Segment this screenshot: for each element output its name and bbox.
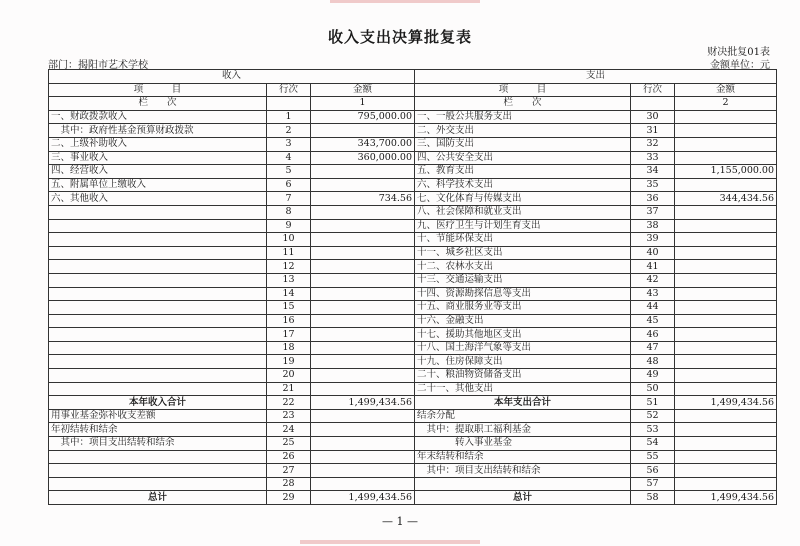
ledger-row (49, 423, 777, 437)
page-title: 收入支出决算批复表 (327, 28, 472, 46)
expense-line-number: 37 (631, 205, 675, 219)
expense-amount (675, 423, 777, 437)
income-line-number: 22 (267, 396, 311, 410)
expense-item-label: 十五、商业服务业等支出 (415, 301, 631, 315)
expense-item-label: 十、节能环保支出 (415, 233, 631, 247)
expense-line-number: 35 (631, 178, 675, 192)
expense-line-number: 33 (631, 151, 675, 165)
expense-item-label (415, 477, 631, 491)
income-item-label: 二、上级补助收入 (49, 137, 267, 151)
expense-line-number: 55 (631, 450, 675, 464)
income-line-number: 24 (267, 423, 311, 437)
expense-line-number: 52 (631, 409, 675, 423)
income-item-label: 三、事业收入 (49, 151, 267, 165)
income-line-number: 18 (267, 341, 311, 355)
income-amount: 343,700.00 (311, 137, 415, 151)
income-line-number: 9 (267, 219, 311, 233)
expense-item-label: 十六、金融支出 (415, 314, 631, 328)
income-item-label: 本年收入合计 (49, 396, 267, 410)
section-header-row (49, 70, 777, 84)
expense-item-label: 十三、交通运输支出 (415, 273, 631, 287)
income-amount (311, 219, 415, 233)
expense-item-label: 十二、农林水支出 (415, 260, 631, 274)
expense-line-number: 53 (631, 423, 675, 437)
ledger-row (49, 491, 777, 505)
income-amount-header: 金额 (311, 83, 415, 97)
scan-mark-top (330, 0, 480, 3)
income-item-label (49, 450, 267, 464)
expense-item-label: 三、国防支出 (415, 137, 631, 151)
income-line-number: 7 (267, 192, 311, 206)
income-line-number: 27 (267, 464, 311, 478)
expense-item-label: 转入事业基金 (415, 437, 631, 451)
expense-amount (675, 382, 777, 396)
expense-item-label: 十七、援助其他地区支出 (415, 328, 631, 342)
expense-item-label: 五、教育支出 (415, 165, 631, 179)
ledger-row (49, 151, 777, 165)
expense-line-header: 行次 (631, 83, 675, 97)
income-item-label: 四、经营收入 (49, 165, 267, 179)
income-item-label: 其中：项目支出结转和结余 (49, 437, 267, 451)
income-amount (311, 233, 415, 247)
income-line-number: 25 (267, 437, 311, 451)
expense-amount (675, 137, 777, 151)
expense-amount (675, 437, 777, 451)
ledger-row (49, 477, 777, 491)
ledger-row (49, 273, 777, 287)
ledger-row (49, 382, 777, 396)
expense-line-number: 57 (631, 477, 675, 491)
ledger-row (49, 192, 777, 206)
expense-line-number: 32 (631, 137, 675, 151)
expense-item-label: 九、医疗卫生与计划生育支出 (415, 219, 631, 233)
expense-line-number: 34 (631, 165, 675, 179)
expense-item-label: 七、文化体育与传媒支出 (415, 192, 631, 206)
income-item-label (49, 464, 267, 478)
expense-line-number: 48 (631, 355, 675, 369)
expense-item-label: 六、科学技术支出 (415, 178, 631, 192)
expense-amount (675, 301, 777, 315)
income-section-header: 收入 (49, 70, 415, 84)
expense-amount (675, 178, 777, 192)
expense-line-number: 40 (631, 246, 675, 260)
income-amount: 1,499,434.56 (311, 491, 415, 505)
expense-amount (675, 233, 777, 247)
ledger-row (49, 260, 777, 274)
income-amount (311, 423, 415, 437)
income-amount (311, 450, 415, 464)
ledger-row (49, 246, 777, 260)
ledger-row (49, 450, 777, 464)
expense-item-label: 其中：项目支出结转和结余 (415, 464, 631, 478)
income-line-number: 5 (267, 165, 311, 179)
income-item-label: 总计 (49, 491, 267, 505)
ledger-row (49, 464, 777, 478)
income-amount: 734.56 (311, 192, 415, 206)
income-column-label: 栏 次 (49, 97, 267, 111)
income-line-number: 3 (267, 137, 311, 151)
income-line-header: 行次 (267, 83, 311, 97)
ledger-row (49, 301, 777, 315)
expense-line-number: 51 (631, 396, 675, 410)
income-column-blank (267, 97, 311, 111)
income-item-label (49, 287, 267, 301)
income-item-label (49, 260, 267, 274)
expense-amount (675, 287, 777, 301)
income-item-label (49, 369, 267, 383)
income-amount (311, 355, 415, 369)
expense-line-number: 38 (631, 219, 675, 233)
income-amount (311, 437, 415, 451)
expense-amount (675, 246, 777, 260)
income-amount (311, 287, 415, 301)
expense-item-label: 八、社会保障和就业支出 (415, 205, 631, 219)
expense-amount (675, 205, 777, 219)
department-label: 部门：揭阳市艺术学校 (48, 60, 148, 71)
expense-amount (675, 124, 777, 138)
income-amount (311, 178, 415, 192)
income-line-number: 11 (267, 246, 311, 260)
expense-amount (675, 260, 777, 274)
column-header-row (49, 83, 777, 97)
income-line-number: 14 (267, 287, 311, 301)
income-item-label (49, 233, 267, 247)
expense-section-header: 支出 (415, 70, 777, 84)
income-item-header: 项 目 (49, 83, 267, 97)
income-line-number: 23 (267, 409, 311, 423)
income-line-number: 29 (267, 491, 311, 505)
expense-amount: 1,499,434.56 (675, 491, 777, 505)
income-item-label (49, 314, 267, 328)
expense-amount (675, 273, 777, 287)
expense-item-label: 二十、粮油物资储备支出 (415, 369, 631, 383)
income-amount (311, 464, 415, 478)
expense-amount (675, 151, 777, 165)
income-line-number: 13 (267, 273, 311, 287)
income-item-label (49, 219, 267, 233)
expense-line-number: 56 (631, 464, 675, 478)
ledger-row (49, 369, 777, 383)
ledger-row (49, 409, 777, 423)
expense-item-label: 其中：提取职工福利基金 (415, 423, 631, 437)
expense-column-label: 栏 次 (415, 97, 631, 111)
income-item-label (49, 205, 267, 219)
income-amount (311, 124, 415, 138)
amount-unit: 金额单位：元 (710, 60, 770, 71)
income-item-label: 其中：政府性基金预算财政拨款 (49, 124, 267, 138)
expense-line-number: 46 (631, 328, 675, 342)
expense-amount (675, 110, 777, 124)
ledger-row (49, 396, 777, 410)
expense-item-label: 结余分配 (415, 409, 631, 423)
expense-amount: 344,434.56 (675, 192, 777, 206)
income-item-label (49, 273, 267, 287)
income-amount (311, 165, 415, 179)
income-item-label (49, 246, 267, 260)
ledger-row (49, 355, 777, 369)
income-amount: 360,000.00 (311, 151, 415, 165)
income-amount (311, 382, 415, 396)
expense-item-label: 总计 (415, 491, 631, 505)
income-item-label (49, 301, 267, 315)
expense-amount (675, 450, 777, 464)
expense-item-header: 项 目 (415, 83, 631, 97)
expense-item-label: 二十一、其他支出 (415, 382, 631, 396)
ledger-row (49, 233, 777, 247)
expense-amount: 1,155,000.00 (675, 165, 777, 179)
income-amount (311, 273, 415, 287)
income-amount: 1,499,434.56 (311, 396, 415, 410)
page-number: — 1 — (382, 515, 418, 528)
income-line-number: 20 (267, 369, 311, 383)
income-amount (311, 477, 415, 491)
income-line-number: 26 (267, 450, 311, 464)
expense-line-number: 42 (631, 273, 675, 287)
ledger-row (49, 341, 777, 355)
income-line-number: 21 (267, 382, 311, 396)
income-line-number: 17 (267, 328, 311, 342)
income-line-number: 4 (267, 151, 311, 165)
expense-line-number: 50 (631, 382, 675, 396)
income-item-label (49, 477, 267, 491)
income-amount (311, 314, 415, 328)
income-item-label: 年初结转和结余 (49, 423, 267, 437)
income-line-number: 16 (267, 314, 311, 328)
ledger-row (49, 110, 777, 124)
ledger-table (48, 69, 777, 505)
income-item-label (49, 328, 267, 342)
income-item-label (49, 382, 267, 396)
income-line-number: 8 (267, 205, 311, 219)
ledger-row (49, 165, 777, 179)
income-item-label: 一、财政拨款收入 (49, 110, 267, 124)
ledger-row (49, 124, 777, 138)
expense-column-number: 2 (675, 97, 777, 111)
income-column-number: 1 (311, 97, 415, 111)
expense-amount (675, 464, 777, 478)
ledger-row (49, 437, 777, 451)
income-amount (311, 246, 415, 260)
expense-amount: 1,499,434.56 (675, 396, 777, 410)
expense-amount (675, 219, 777, 233)
expense-item-label: 十九、住房保障支出 (415, 355, 631, 369)
expense-line-number: 49 (631, 369, 675, 383)
expense-amount-header: 金额 (675, 83, 777, 97)
income-line-number: 6 (267, 178, 311, 192)
expense-item-label: 本年支出合计 (415, 396, 631, 410)
expense-column-blank (631, 97, 675, 111)
expense-line-number: 43 (631, 287, 675, 301)
income-amount (311, 369, 415, 383)
expense-line-number: 54 (631, 437, 675, 451)
expense-item-label: 十一、城乡社区支出 (415, 246, 631, 260)
expense-item-label: 十四、资源勘探信息等支出 (415, 287, 631, 301)
income-amount (311, 409, 415, 423)
income-line-number: 15 (267, 301, 311, 315)
expense-amount (675, 477, 777, 491)
income-line-number: 12 (267, 260, 311, 274)
income-amount: 795,000.00 (311, 110, 415, 124)
income-line-number: 10 (267, 233, 311, 247)
income-line-number: 2 (267, 124, 311, 138)
expense-line-number: 47 (631, 341, 675, 355)
expense-line-number: 36 (631, 192, 675, 206)
expense-amount (675, 409, 777, 423)
expense-item-label: 年末结转和结余 (415, 450, 631, 464)
ledger-row (49, 137, 777, 151)
expense-item-label: 二、外交支出 (415, 124, 631, 138)
expense-line-number: 39 (631, 233, 675, 247)
ledger-row (49, 287, 777, 301)
income-item-label (49, 341, 267, 355)
expense-amount (675, 328, 777, 342)
income-amount (311, 301, 415, 315)
scan-mark-bottom (300, 540, 480, 544)
ledger-row (49, 178, 777, 192)
income-item-label: 六、其他收入 (49, 192, 267, 206)
income-amount (311, 205, 415, 219)
column-index-row (49, 97, 777, 111)
ledger-row (49, 314, 777, 328)
expense-item-label: 一、一般公共服务支出 (415, 110, 631, 124)
expense-line-number: 44 (631, 301, 675, 315)
ledger-row (49, 219, 777, 233)
income-item-label: 用事业基金弥补收支差额 (49, 409, 267, 423)
income-amount (311, 260, 415, 274)
income-amount (311, 341, 415, 355)
ledger-row (49, 205, 777, 219)
income-item-label: 五、附属单位上缴收入 (49, 178, 267, 192)
expense-line-number: 30 (631, 110, 675, 124)
expense-amount (675, 314, 777, 328)
expense-line-number: 31 (631, 124, 675, 138)
income-line-number: 28 (267, 477, 311, 491)
income-line-number: 19 (267, 355, 311, 369)
expense-line-number: 45 (631, 314, 675, 328)
form-code: 财决批复01表 (707, 47, 770, 58)
expense-amount (675, 355, 777, 369)
expense-item-label: 四、公共安全支出 (415, 151, 631, 165)
expense-amount (675, 369, 777, 383)
expense-line-number: 58 (631, 491, 675, 505)
expense-item-label: 十八、国土海洋气象等支出 (415, 341, 631, 355)
income-item-label (49, 355, 267, 369)
income-amount (311, 328, 415, 342)
ledger-row (49, 328, 777, 342)
income-line-number: 1 (267, 110, 311, 124)
expense-line-number: 41 (631, 260, 675, 274)
ledger-body (49, 70, 777, 505)
expense-amount (675, 341, 777, 355)
